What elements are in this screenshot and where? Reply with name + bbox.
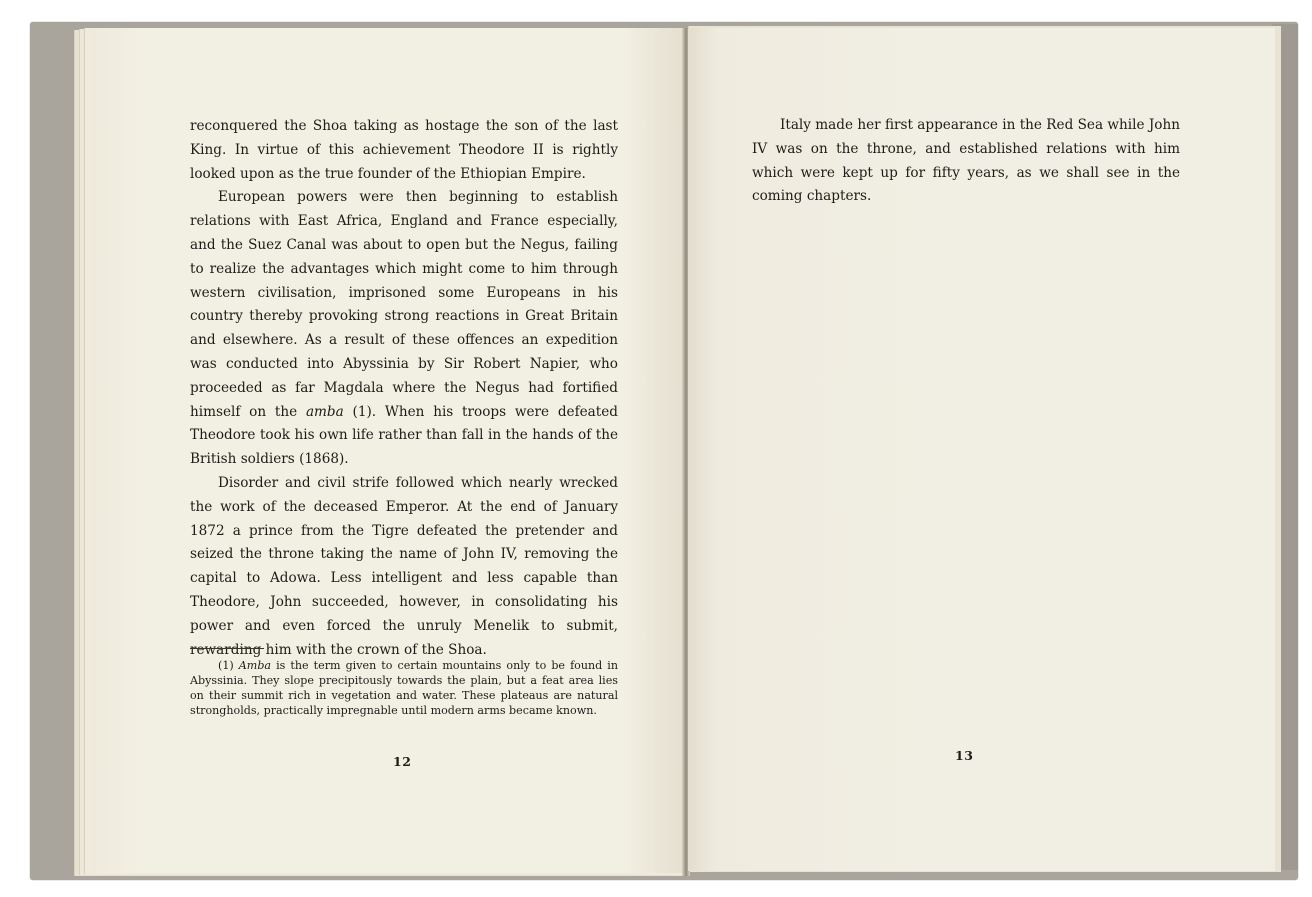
left-page-body <box>190 115 618 662</box>
right-page <box>688 28 1275 871</box>
footnote-rule <box>190 648 264 649</box>
right-page-body <box>752 114 1180 209</box>
page-number: 13 <box>955 748 974 763</box>
paragraph: Disorder and civil strife followed which nearly wrecked the work of the deceased Emperor. At the end of January 1872 a prince from the Tigre defeated the pretender and seized the throne taking the name of John IV, removing the capital to Adowa. Less intelligent and less capable than Theodore, John succeeded, however, in consolidating his power and even forced the unruly Menelik to submit, rewarding him with the crown of the Shoa. <box>190 474 618 658</box>
paragraph <box>190 186 618 472</box>
footnote-term: Amba <box>238 659 272 672</box>
footnote-text: is the term given to certain mountains only to be found in Abyssinia. They slope precipitously towards the plain, but a feat area lies on their summit rich in vegetation and water. These plateaus are natural strongholds, practically impregnable until modern arms became known. <box>190 659 619 717</box>
paragraph: reconquered the Shoa taking as hostage the son of the last King. In virtue of this achievement Theodore II is rightly looked upon as the true founder of the Ethiopian Empire. <box>190 118 618 182</box>
footnote <box>190 658 618 718</box>
footnote-marker: (1) <box>218 659 234 672</box>
italic-term: amba <box>305 403 344 420</box>
left-page <box>90 28 684 873</box>
paragraph-text: European powers were then beginning to establish relations with East Africa, England and France especially, and the Suez Canal was about to open but the Negus, failing to realize the advantages which might come to him through western civilisation, imprisoned some Europeans in his country thereby provoking strong reactions in Great Britain and elsewhere. As a result of these offences an expedition was conducted into Abyssinia by Sir Robert Napier, who proceeded as far Magdala where the Negus had fortified himself on the <box>190 189 618 420</box>
page-number: 12 <box>393 754 412 769</box>
paragraph: Italy made her first appearance in the Red Sea while John IV was on the throne, and established relations with him which were kept up for fifty years, as we shall see in the coming chapters. <box>752 117 1180 205</box>
paragraph-text: (1). When his troops were defeated Theodore took his own life rather than fall in the hands of the British soldiers (1868). <box>190 403 618 468</box>
